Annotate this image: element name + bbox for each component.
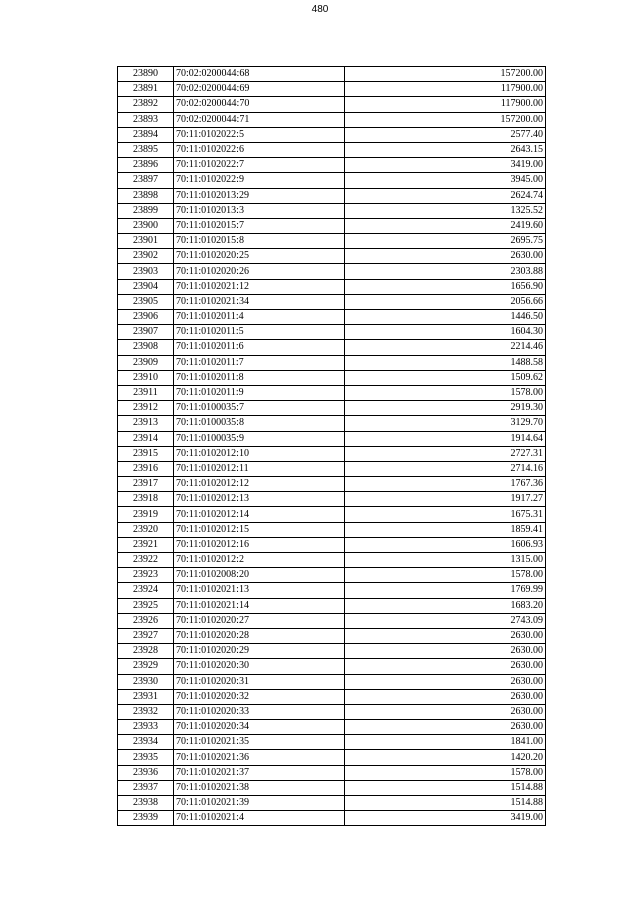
row-number-cell: 23906 [118,310,174,325]
value-cell: 2695.75 [345,234,546,249]
table-row [118,416,546,431]
value-cell: 3419.00 [345,158,546,173]
table-row [118,537,546,552]
value-cell: 2630.00 [345,249,546,264]
cadastral-number-cell: 70:11:0102021:37 [174,765,345,780]
row-number-cell: 23926 [118,613,174,628]
table-row [118,446,546,461]
table-row [118,127,546,142]
row-number-cell: 23920 [118,522,174,537]
value-cell: 3945.00 [345,173,546,188]
cadastral-number-cell: 70:11:0102022:9 [174,173,345,188]
value-cell: 1578.00 [345,385,546,400]
cadastral-number-cell: 70:11:0102020:28 [174,628,345,643]
table-row [118,355,546,370]
table-row [118,325,546,340]
cadastral-number-cell: 70:11:0102011:6 [174,340,345,355]
value-cell: 3419.00 [345,811,546,826]
row-number-cell: 23898 [118,188,174,203]
cadastral-number-cell: 70:11:0102013:29 [174,188,345,203]
table-row [118,780,546,795]
value-cell: 1514.88 [345,796,546,811]
value-cell: 2630.00 [345,644,546,659]
cadastral-number-cell: 70:11:0102012:11 [174,461,345,476]
row-number-cell: 23923 [118,568,174,583]
row-number-cell: 23892 [118,97,174,112]
value-cell: 2743.09 [345,613,546,628]
value-cell: 1420.20 [345,750,546,765]
row-number-cell: 23937 [118,780,174,795]
cadastral-number-cell: 70:11:0100035:7 [174,401,345,416]
table-row [118,173,546,188]
row-number-cell: 23900 [118,218,174,233]
row-number-cell: 23936 [118,765,174,780]
value-cell: 1578.00 [345,765,546,780]
row-number-cell: 23938 [118,796,174,811]
table-row [118,310,546,325]
cadastral-number-cell: 70:11:0102020:29 [174,644,345,659]
row-number-cell: 23903 [118,264,174,279]
value-cell: 2643.15 [345,142,546,157]
row-number-cell: 23895 [118,142,174,157]
value-cell: 1315.00 [345,553,546,568]
cadastral-number-cell: 70:11:0102022:5 [174,127,345,142]
row-number-cell: 23894 [118,127,174,142]
table-row [118,97,546,112]
cadastral-number-cell: 70:11:0102012:2 [174,553,345,568]
table-row [118,720,546,735]
table-row [118,67,546,82]
cadastral-number-cell: 70:11:0102022:7 [174,158,345,173]
cadastral-number-cell: 70:11:0102021:36 [174,750,345,765]
value-cell: 157200.00 [345,67,546,82]
value-cell: 1656.90 [345,279,546,294]
row-number-cell: 23934 [118,735,174,750]
row-number-cell: 23924 [118,583,174,598]
table-body [118,67,546,826]
table-row [118,674,546,689]
row-number-cell: 23902 [118,249,174,264]
table-row [118,142,546,157]
table-row [118,750,546,765]
row-number-cell: 23925 [118,598,174,613]
value-cell: 2630.00 [345,720,546,735]
table-row [118,249,546,264]
value-cell: 1767.36 [345,477,546,492]
value-cell: 2056.66 [345,294,546,309]
cadastral-number-cell: 70:11:0102020:32 [174,689,345,704]
value-cell: 1488.58 [345,355,546,370]
row-number-cell: 23908 [118,340,174,355]
cadastral-number-cell: 70:02:0200044:71 [174,112,345,127]
value-cell: 1841.00 [345,735,546,750]
row-number-cell: 23929 [118,659,174,674]
cadastral-number-cell: 70:11:0102020:34 [174,720,345,735]
value-cell: 2630.00 [345,689,546,704]
cadastral-number-cell: 70:11:0102012:15 [174,522,345,537]
value-cell: 2630.00 [345,674,546,689]
table-row [118,811,546,826]
row-number-cell: 23916 [118,461,174,476]
table-row [118,431,546,446]
table-row [118,158,546,173]
cadastral-number-cell: 70:11:0102008:20 [174,568,345,583]
row-number-cell: 23893 [118,112,174,127]
row-number-cell: 23933 [118,720,174,735]
table-row [118,598,546,613]
value-cell: 2419.60 [345,218,546,233]
cadastral-number-cell: 70:11:0102020:31 [174,674,345,689]
row-number-cell: 23915 [118,446,174,461]
cadastral-number-cell: 70:11:0102012:10 [174,446,345,461]
row-number-cell: 23927 [118,628,174,643]
cadastral-number-cell: 70:11:0102021:34 [174,294,345,309]
value-cell: 2630.00 [345,659,546,674]
value-cell: 117900.00 [345,97,546,112]
cadastral-value-table [117,66,546,826]
table-row [118,188,546,203]
value-cell: 3129.70 [345,416,546,431]
value-cell: 2630.00 [345,628,546,643]
table-row [118,492,546,507]
value-cell: 1446.50 [345,310,546,325]
cadastral-number-cell: 70:11:0102011:9 [174,385,345,400]
cadastral-number-cell: 70:11:0100035:8 [174,416,345,431]
cadastral-number-cell: 70:11:0102011:7 [174,355,345,370]
row-number-cell: 23931 [118,689,174,704]
row-number-cell: 23891 [118,82,174,97]
table-row [118,112,546,127]
cadastral-number-cell: 70:11:0102021:39 [174,796,345,811]
table-row [118,553,546,568]
row-number-cell: 23928 [118,644,174,659]
cadastral-number-cell: 70:11:0102021:35 [174,735,345,750]
value-cell: 2303.88 [345,264,546,279]
cadastral-number-cell: 70:11:0102021:4 [174,811,345,826]
row-number-cell: 23922 [118,553,174,568]
row-number-cell: 23913 [118,416,174,431]
row-number-cell: 23911 [118,385,174,400]
cadastral-number-cell: 70:11:0102020:30 [174,659,345,674]
table-row [118,644,546,659]
value-cell: 2577.40 [345,127,546,142]
row-number-cell: 23899 [118,203,174,218]
value-cell: 2727.31 [345,446,546,461]
value-cell: 2919.30 [345,401,546,416]
value-cell: 1606.93 [345,537,546,552]
table-row [118,689,546,704]
value-cell: 117900.00 [345,82,546,97]
value-cell: 1769.99 [345,583,546,598]
row-number-cell: 23919 [118,507,174,522]
cadastral-number-cell: 70:11:0102015:7 [174,218,345,233]
table-row [118,583,546,598]
cadastral-number-cell: 70:02:0200044:69 [174,82,345,97]
value-cell: 1914.64 [345,431,546,446]
row-number-cell: 23935 [118,750,174,765]
cadastral-number-cell: 70:11:0102013:3 [174,203,345,218]
page-number: 480 [311,4,329,15]
row-number-cell: 23896 [118,158,174,173]
value-cell: 1675.31 [345,507,546,522]
row-number-cell: 23910 [118,370,174,385]
cadastral-number-cell: 70:11:0102020:33 [174,704,345,719]
cadastral-number-cell: 70:11:0102011:4 [174,310,345,325]
row-number-cell: 23912 [118,401,174,416]
table-row [118,704,546,719]
cadastral-number-cell: 70:11:0102021:14 [174,598,345,613]
row-number-cell: 23932 [118,704,174,719]
table-row [118,203,546,218]
row-number-cell: 23905 [118,294,174,309]
cadastral-number-cell: 70:11:0102020:27 [174,613,345,628]
row-number-cell: 23890 [118,67,174,82]
row-number-cell: 23930 [118,674,174,689]
cadastral-number-cell: 70:11:0102020:25 [174,249,345,264]
row-number-cell: 23907 [118,325,174,340]
value-cell: 1325.52 [345,203,546,218]
row-number-cell: 23904 [118,279,174,294]
table-row [118,385,546,400]
cadastral-number-cell: 70:11:0102021:38 [174,780,345,795]
cadastral-number-cell: 70:11:0102012:16 [174,537,345,552]
value-cell: 1578.00 [345,568,546,583]
table-row [118,735,546,750]
table-row [118,522,546,537]
value-cell: 2714.16 [345,461,546,476]
cadastral-number-cell: 70:11:0102011:8 [174,370,345,385]
value-cell: 157200.00 [345,112,546,127]
table-row [118,82,546,97]
table-row [118,477,546,492]
cadastral-number-cell: 70:11:0102021:12 [174,279,345,294]
cadastral-number-cell: 70:11:0102020:26 [174,264,345,279]
table-row [118,796,546,811]
table-row [118,628,546,643]
cadastral-number-cell: 70:11:0102022:6 [174,142,345,157]
cadastral-number-cell: 70:11:0102012:12 [174,477,345,492]
table-row [118,659,546,674]
row-number-cell: 23909 [118,355,174,370]
row-number-cell: 23914 [118,431,174,446]
value-cell: 2214.46 [345,340,546,355]
value-cell: 2624.74 [345,188,546,203]
cadastral-number-cell: 70:11:0102011:5 [174,325,345,340]
value-cell: 2630.00 [345,704,546,719]
value-cell: 1514.88 [345,780,546,795]
table-row [118,264,546,279]
table-row [118,765,546,780]
value-cell: 1683.20 [345,598,546,613]
table-row [118,340,546,355]
cadastral-number-cell: 70:11:0102015:8 [174,234,345,249]
row-number-cell: 23897 [118,173,174,188]
cadastral-number-cell: 70:02:0200044:70 [174,97,345,112]
row-number-cell: 23939 [118,811,174,826]
table-row [118,401,546,416]
cadastral-number-cell: 70:02:0200044:68 [174,67,345,82]
row-number-cell: 23918 [118,492,174,507]
table-row [118,279,546,294]
table-row [118,218,546,233]
cadastral-number-cell: 70:11:0102021:13 [174,583,345,598]
cadastral-number-cell: 70:11:0102012:14 [174,507,345,522]
table-row [118,613,546,628]
row-number-cell: 23921 [118,537,174,552]
value-cell: 1859.41 [345,522,546,537]
table-row [118,370,546,385]
table-row [118,507,546,522]
cadastral-number-cell: 70:11:0100035:9 [174,431,345,446]
table-row [118,461,546,476]
value-cell: 1917.27 [345,492,546,507]
row-number-cell: 23917 [118,477,174,492]
row-number-cell: 23901 [118,234,174,249]
table-row [118,568,546,583]
value-cell: 1604.30 [345,325,546,340]
cadastral-number-cell: 70:11:0102012:13 [174,492,345,507]
table-row [118,294,546,309]
table-row [118,234,546,249]
value-cell: 1509.62 [345,370,546,385]
